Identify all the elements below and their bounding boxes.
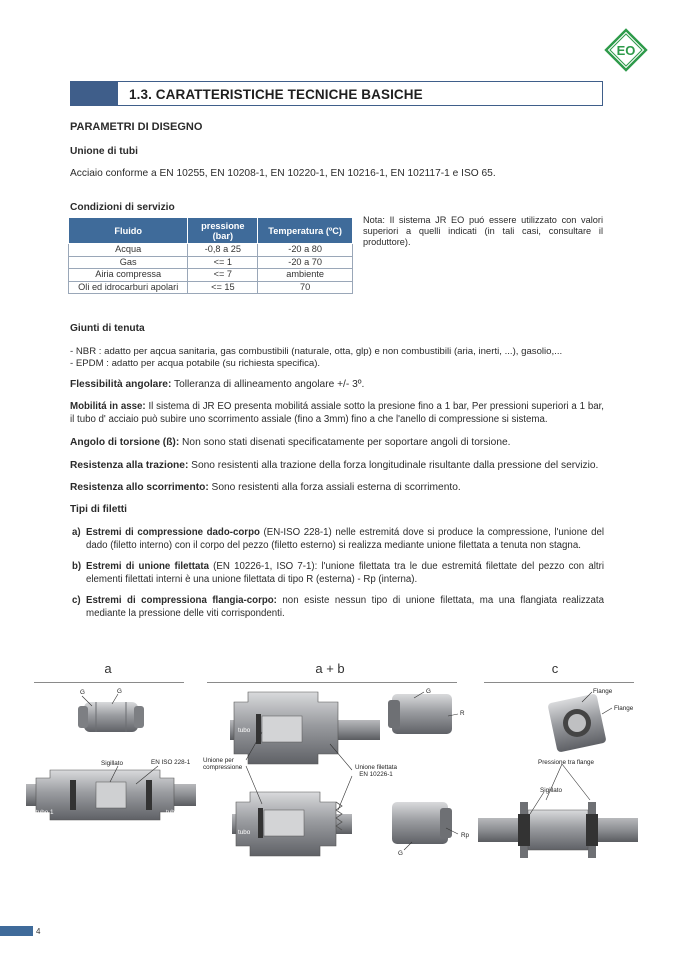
callout-tubo-2: tubo 2 — [166, 809, 184, 816]
service-conditions-table — [68, 217, 353, 294]
prop-axial-mobility — [70, 401, 604, 426]
fitting-a-photo — [78, 702, 144, 732]
thread-item-b — [72, 561, 604, 586]
callout-g: G — [426, 688, 431, 695]
callout-sigillato: Sigillato — [540, 787, 563, 794]
pipes-heading: Unione di tubi — [70, 146, 138, 157]
callout-tubo-1: tubo 1 — [486, 848, 504, 855]
callout-pressione-tra-flange: Pressione tra flange — [538, 759, 595, 766]
thread-label: Estremi di unione filettata — [86, 561, 209, 572]
thread-marker: c) — [72, 595, 81, 606]
table-row — [69, 244, 353, 257]
prop-label: Mobilitá in asse: — [70, 401, 146, 412]
table-cell: Oli ed idrocarburi apolari — [69, 281, 188, 294]
table-cell: -20 a 70 — [258, 256, 353, 269]
figure-divider — [34, 682, 184, 683]
prop-label: Angolo di torsione (ß): — [70, 437, 180, 448]
table-cell: <= 7 — [188, 269, 258, 282]
section-header-bar — [71, 82, 118, 105]
callout-g: G — [398, 850, 403, 857]
fitting-ab-top-section — [230, 692, 380, 764]
callout-flange: Flange — [593, 688, 613, 695]
callout-flange: Flange — [614, 705, 634, 712]
table-header-row — [69, 218, 353, 244]
prop-text: Il sistema di JR EO presenta mobilitá assiale sotto la presione fino a 1 bar, Per pressioni superiori a 1 bar, il tubo d' acciaio può subire uno scorrimento assiale (fino a 3mm) fino a che l'anello di compressione si sistema. — [70, 401, 604, 425]
section-title: 1.3. CARATTERISTICHE TECNICHE BASICHE — [129, 87, 423, 102]
thread-text: (EN 10226-1, ISO 7-1): l'unione filettata tra le due estremitá filettate del pezzo con altri elementi filettati interni è una unione filettata di tipo R (esterna) - Rp (interna). — [86, 561, 604, 585]
prop-torsion-angle — [70, 436, 604, 449]
seals-nbr: - NBR : adatto per aqcua sanitaria, gas combustibili (naturale, otta, glp) e non combustibili (aria, inerti, ...), gasolio,... — [70, 346, 563, 357]
col-header-temperature: Temperatura (ºC) — [258, 218, 353, 244]
table-cell: -0,8 a 25 — [188, 244, 258, 257]
pipes-text: Acciaio conforme a EN 10255, EN 10208-1, EN 10220-1, EN 10216-1, EN 102117-1 e ISO 65. — [70, 168, 496, 179]
page-tab — [0, 926, 33, 936]
fitting-ab-bottom-section — [232, 792, 352, 856]
prop-label: Resistenza alla trazione: — [70, 460, 189, 471]
callout-unione-filettata: Unione filettata EN 10226-1 — [354, 764, 397, 779]
thread-marker: b) — [72, 561, 82, 572]
callout-r: R — [460, 710, 465, 717]
seals-epdm: - EPDM : adatto per acqua potabile (su richiesta specifica). — [70, 358, 321, 369]
figure-divider — [207, 682, 457, 683]
callout-g: G — [80, 689, 85, 696]
thread-text: (EN-ISO 228-1) nelle estremitá dove si produce la compressione, l'unione del dado (filetto interno) con il corpo del pezzo (filetto esterno) si realizza mediante unione filettata a tenuta non stagna. — [86, 527, 604, 551]
fitting-ab-photo-r — [388, 694, 452, 734]
callout-g: G — [117, 688, 122, 695]
design-heading: PARAMETRI DI DISEGNO — [70, 121, 203, 133]
page-number: 4 — [36, 927, 41, 936]
prop-text: Sono resistenti alla trazione della forza longitudinale risultante dalla pressione del servizio. — [188, 460, 599, 471]
table-cell: Acqua — [69, 244, 188, 257]
thread-text: non esiste nessun tipo di unione filettata, ma una flangiata realizzata mediante la pressione delle viti corrispondenti. — [86, 595, 604, 619]
table-row — [69, 269, 353, 282]
table-cell: Airia compressa — [69, 269, 188, 282]
seals-heading: Giunti di tenuta — [70, 323, 145, 334]
prop-text: Sono resistenti alla forza assiali esterna di scorrimento. — [208, 482, 461, 493]
thread-item-a — [72, 527, 604, 552]
callout-unione-compressione: Unione per compressione — [203, 757, 243, 772]
prop-label: Flessibilità angolare: — [70, 379, 172, 390]
prop-text: Tolleranza di allineamento angolare +/- 3º. — [171, 379, 365, 390]
section-header — [70, 81, 603, 106]
col-header-fluid: Fluido — [69, 218, 188, 244]
service-heading: Condizioni di servizio — [70, 202, 175, 213]
thread-label: Estremi di compressione dado-corpo — [86, 527, 260, 538]
table-cell: <= 15 — [188, 281, 258, 294]
table-cell: Gas — [69, 256, 188, 269]
table-cell: -20 a 80 — [258, 244, 353, 257]
logo-text: EO — [616, 43, 636, 58]
thread-item-c — [72, 595, 604, 620]
figure-label-c: c — [551, 661, 559, 676]
figure-divider — [484, 682, 634, 683]
figure-label-a: a — [104, 661, 112, 676]
thread-marker: a) — [72, 527, 81, 538]
table-row — [69, 281, 353, 294]
service-note: Nota: Il sistema JR EO puó essere utilizzato con valori superiori a quelli indicati (in tali casi, consultare il produttore). — [363, 215, 603, 248]
thread-label: Estremi di compressiona flangia-corpo: — [86, 595, 277, 606]
prop-label: Resistenza allo scorrimento: — [70, 482, 209, 493]
callout-en-iso-228: EN ISO 228-1 — [151, 759, 191, 766]
callout-tubo-1: tubo 1 — [36, 809, 54, 816]
fitting-ab-photo-rp — [392, 802, 452, 844]
threads-heading: Tipi di filetti — [70, 504, 127, 515]
callout-sigillato: Sigillato — [101, 760, 124, 767]
callout-rp: Rp — [461, 832, 470, 839]
callout-tubo-2: tubo 2 — [606, 848, 624, 855]
eo-logo — [604, 28, 648, 72]
prop-text: Non sono stati disenati specificatamente per soportare angoli di torsione. — [179, 437, 511, 448]
table-cell: ambiente — [258, 269, 353, 282]
prop-tensile-resistance — [70, 459, 604, 472]
figure-label-ab: a + b — [315, 661, 345, 676]
fittings-illustrations — [0, 684, 678, 914]
col-header-pressure: pressione (bar) — [188, 218, 258, 244]
fitting-c-flange-photo — [547, 693, 606, 752]
table-row — [69, 256, 353, 269]
callout-tubo: tubo — [238, 829, 251, 836]
prop-slip-resistance — [70, 481, 604, 494]
callout-tubo: tubo — [238, 727, 251, 734]
table-cell: 70 — [258, 281, 353, 294]
table-cell: <= 1 — [188, 256, 258, 269]
prop-angular-flex — [70, 378, 604, 391]
